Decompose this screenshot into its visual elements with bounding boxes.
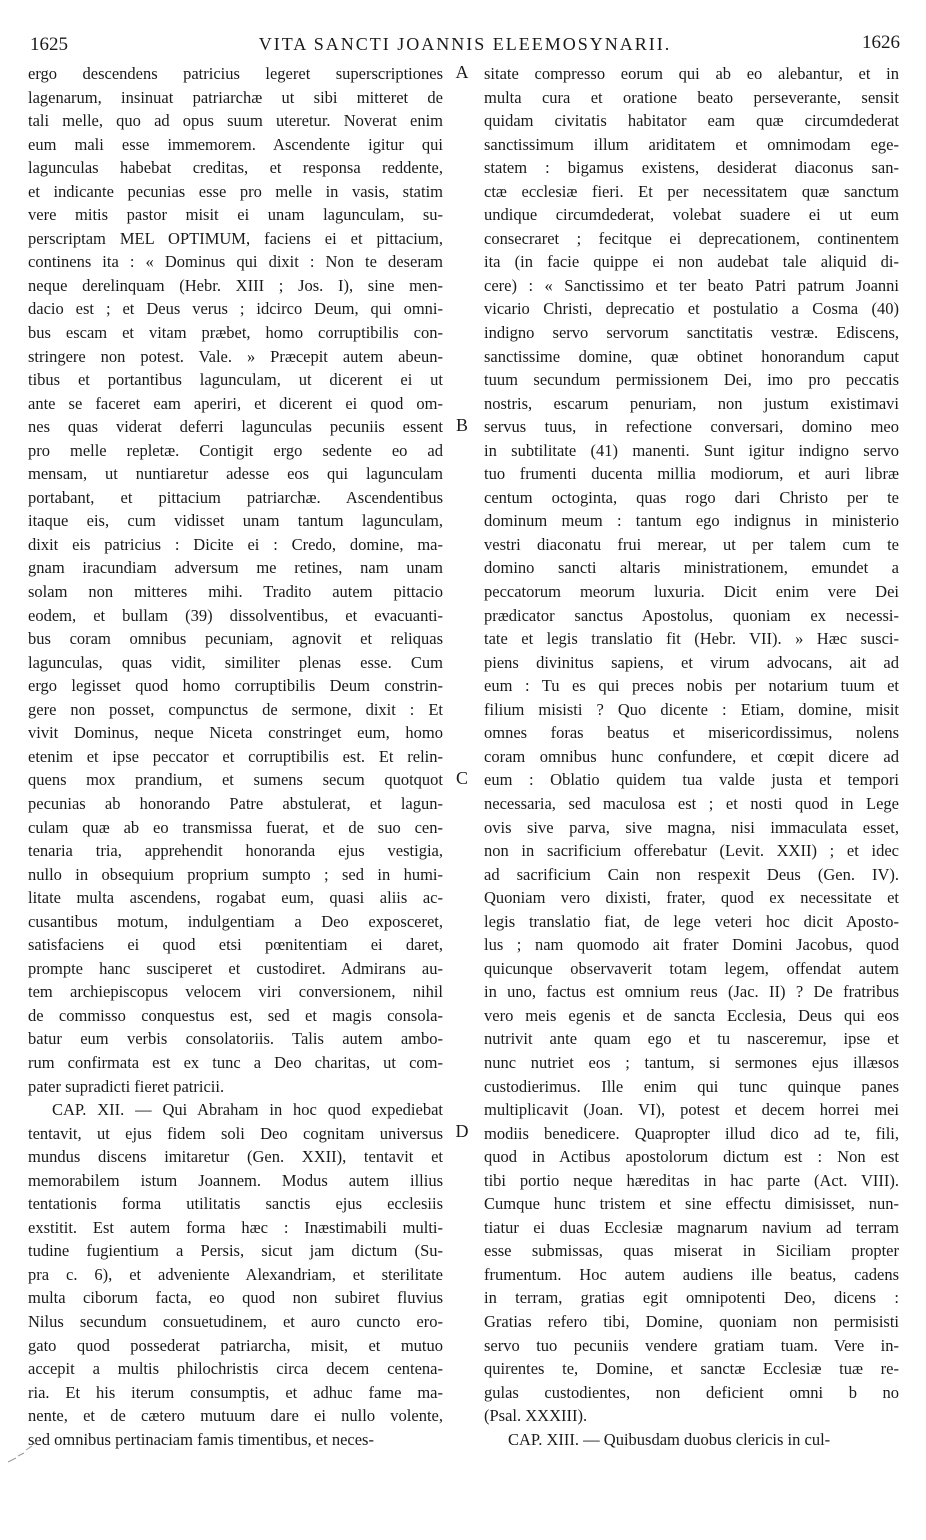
right-column-line: quirentes te, Domine, et sanctæ Ecclesiæ tuæ re-: [484, 1359, 899, 1379]
right-column-line: servus tuus, in refectione conversari, domino meo: [484, 417, 899, 437]
left-column-line: ante se faceret eam aperiri, et dicerent ei quod om-: [28, 393, 443, 413]
right-column-line: vero meis egenis et de sancta Ecclesia, Deus qui eos: [484, 1005, 899, 1025]
left-column-line: exstitit. Est autem forma hæc : Inæstimabili multi-: [28, 1217, 443, 1237]
right-column-line: gulas custodientes, non deficient omni b no: [484, 1382, 899, 1402]
right-column-line: frumentum. Hoc autem audiens ille beatus, cadens: [484, 1264, 899, 1284]
right-column-line: vestri diaconatu frui merear, ut per talem cum te: [484, 534, 899, 554]
left-column-line: neque derelinquam (Hebr. XIII ; Jos. I), sine men-: [28, 275, 443, 295]
left-column-line: ergo legisset quod homo corruptibilis Deum constrin-: [28, 676, 443, 696]
left-column-line: litate multa ascendens, rogabat eum, quasi aliis ac-: [28, 888, 443, 908]
left-column-line: sed omnibus pertinaciam famis timentibus, et neces-: [28, 1429, 374, 1449]
left-column-line: lagunculas, quas vidit, similiter plenas esse. Cum: [28, 652, 443, 672]
right-column-line: quicunque observaverit totam legem, offendat autem: [484, 958, 899, 978]
right-column-line: quidam civitatis habitator eam quæ circumdederat: [484, 111, 899, 131]
left-column-line: cusantibus motum, indulgentiam a Deo exposceret,: [28, 911, 443, 931]
right-column-line: peccatorum meorum luxuria. Dicit enim vere Dei: [484, 582, 899, 602]
right-column-line: non in sacrificium offerebatur (Levit. XXII) ; et idec: [484, 841, 899, 861]
right-column-line: tuum secundum permissionem Dei, imo pro peccatis: [484, 370, 899, 390]
left-column-line: pra c. 6), et adveniente Alexandriam, et sterilitate: [28, 1264, 443, 1284]
right-text-column: [484, 62, 899, 1451]
left-column-line: continens ita : « Dominus qui dixit : Non te deseram: [28, 252, 443, 272]
right-column-line: sanctissime domine, quæ obtinet honorandum caput: [484, 346, 899, 366]
right-column-line: necessaria, sed maculosa est ; et nosti quod in Lege: [484, 793, 899, 813]
right-column-line: eum : Oblatio quidem tua valde justa et tempori: [484, 770, 899, 790]
page-number-left: 1625: [30, 34, 68, 55]
right-column-line: dominum meum : tantum ego indignus in ministerio: [484, 511, 899, 531]
left-column-line: de commisso conquestus est, sed et magis consola-: [28, 1005, 443, 1025]
right-column-line: indigno servo servorum sanctitatis vestræ. Ediscens,: [484, 323, 899, 343]
right-column-line: domino sancti altaris ministrationem, emundet a: [484, 558, 899, 578]
page-header: [30, 32, 900, 58]
right-column-line: statem : bigamus existens, desiderat diaconus san-: [484, 158, 899, 178]
left-column-line: vere mitis pastor misit ei unam lagunculam, su-: [28, 205, 443, 225]
right-column-line: undique circumdederat, volebat suadere ei ut eum: [484, 205, 899, 225]
running-title: VITA SANCTI JOANNIS ELEEMOSYNARII.: [258, 34, 672, 54]
left-column-line: satisfaciens ei quod etsi pœnitentiam ei daret,: [28, 935, 443, 955]
right-column-line: vicario Christi, deprecatio et postulatio a Cosma (40): [484, 299, 899, 319]
left-column-line: ergo descendens patricius legeret superscriptiones: [28, 64, 443, 83]
right-column-line: multa cura et oratione beato perseverante, sensit: [484, 87, 899, 107]
right-column-line: in terram, gratias egit omnipotenti Deo, dicens :: [484, 1288, 899, 1308]
right-column-line: custodierimus. Ille enim qui tunc quinque panes: [484, 1076, 899, 1096]
right-column-line: tate et legis translatio fit (Hebr. VII). » Hæc susci-: [484, 629, 899, 649]
right-column-line: piens divinitus sapiens, et virum advocans, ait ad: [484, 652, 899, 672]
left-column-line: itaque eis, cum vidisset unam tantum lagunculam,: [28, 511, 443, 531]
left-column-line: nullo in obsequium proprium sumpto ; sed in humi-: [28, 864, 443, 884]
right-column-line: tiatur ei duas Ecclesiæ magnarum navium ad terram: [484, 1217, 899, 1237]
left-column-line: dixit eis patricius : Dicite ei : Credo, domine, ma-: [28, 534, 443, 554]
left-column-line: gato quod possederat patriarcha, misit, et mutuo: [28, 1335, 443, 1355]
left-column-line: mensam, ut nuntiaretur adesse eos qui lagunculam: [28, 464, 443, 484]
right-column-line: tibi portio neque hæreditas in hac parte (Act. VIII).: [484, 1170, 899, 1190]
left-column-line: vivit Dominus, neque Niceta constringet eum, homo: [28, 723, 443, 743]
left-column-line: portabant, et pittacium patriarchæ. Ascendentibus: [28, 487, 443, 507]
right-column-line: in subtilitate (41) manenti. Sunt igitur indigno servo: [484, 440, 899, 460]
section-marker-b: B: [455, 415, 468, 435]
left-column-line: tudine fugientium a Persis, sicut jam dictum (Su-: [28, 1241, 443, 1261]
left-column-line: prompte hanc susciperet et custodiret. Admirans au-: [28, 958, 443, 978]
left-column-line: multa ciborum facta, eo quod non subiret fluvius: [28, 1288, 443, 1308]
left-column-line: tem archiepiscopus velocem viri conversionem, nihil: [28, 982, 443, 1002]
left-column-line: gere non posset, compunctus de sermone, dixit : Et: [28, 699, 443, 719]
right-column-line: coram omnibus hunc confundere, et cœpit dicere ad: [484, 746, 899, 766]
pencil-mark-icon: [6, 1436, 40, 1466]
right-column-line: nunc nutriet eos ; tantum, si sermones ejus illæsos: [484, 1052, 899, 1072]
left-column-line: CAP. XII. — Qui Abraham in hoc quod expediebat: [52, 1100, 443, 1120]
right-column-line: (Psal. XXXIII).: [484, 1406, 588, 1426]
right-column-line: sitate compresso eorum qui ab eo alebantur, et in: [484, 64, 899, 83]
left-text-column: [28, 62, 443, 1451]
left-column-line: etenim et ipse peccator et corruptibilis est. Et relin-: [28, 746, 443, 766]
section-marker-c: C: [455, 768, 468, 788]
left-column-line: eodem, et bullam (39) dissolventibus, et evacuanti-: [28, 605, 443, 625]
right-column-line: prædicator sanctus Apostolus, quoniam ex necessi-: [484, 605, 899, 625]
right-column-line: in uno, factus est omnium reus (Jac. II) ? De fratribus: [484, 982, 899, 1002]
left-column-line: batur eum verbis consolatoriis. Talis autem ambo-: [28, 1029, 443, 1049]
right-column-line: nostris, escarum penuriam, non justum existimavi: [484, 393, 899, 413]
right-column-line: consecraret ; fecitque ei deprecationem, continentem: [484, 228, 899, 248]
left-column-line: pater supradicti fieret patricii.: [28, 1076, 225, 1096]
left-column-line: stringere non potest. Vale. » Præcepit autem abeun-: [28, 346, 443, 366]
right-column-line: ad sacrificium Cain non respexit Deus (Gen. IV).: [484, 864, 899, 884]
right-column-line: Quoniam vero dixisti, frater, quod ex necessitate et: [484, 888, 899, 908]
right-column-line: Cumque hunc tristem et sine effectu dimisisset, nun-: [484, 1194, 899, 1214]
left-column-line: memorabilem istum Joannem. Modus autem illius: [28, 1170, 443, 1190]
page-number-right: 1626: [862, 32, 900, 53]
right-column-line: CAP. XIII. — Quibusdam duobus clericis in cul-: [508, 1429, 831, 1449]
left-column-line: culam quæ ab eo transmissa fuerat, et de suo cen-: [28, 817, 443, 837]
right-column-line: sanctissimum illum ariditatem et omnimodam ege-: [484, 134, 899, 154]
right-column-line: Gratias refero tibi, Domine, quoniam non permisisti: [484, 1311, 899, 1331]
right-column-line: esse submissas, quas miserat in Siciliam propter: [484, 1241, 899, 1261]
left-column-line: eum mali esse immemorem. Ascendente igitur qui: [28, 134, 443, 154]
right-column-line: modiis benedicere. Quapropter illud dico ad te, fili,: [484, 1123, 899, 1143]
left-column-line: mundus discens imitaretur (Gen. XXII), tentavit et: [28, 1147, 443, 1167]
right-column-line: tuo frumenti ducenta millia modiorum, et auri libræ: [484, 464, 899, 484]
left-column-line: tibus et portantibus lagunculam, ut dicerent ei ut: [28, 370, 443, 390]
right-column-line: ctæ ecclesiæ fieri. Et per necessitatem quæ sanctum: [484, 181, 899, 201]
right-column-line: centum octoginta, quas rogo dari Christo per te: [484, 487, 899, 507]
left-column-line: gnam iracundiam adversum me retines, nam unam: [28, 558, 443, 578]
left-column-line: tentationis forma utilitatis sanctis ejus ecclesiis: [28, 1194, 443, 1214]
left-column-line: bus escam et vitam præbet, homo corruptibilis con-: [28, 323, 443, 343]
left-column-line: accepit a multis philochristis circa decem centena-: [28, 1359, 443, 1379]
left-column-line: Nilus secundum consuetudinem, et auro cuncto ero-: [28, 1311, 443, 1331]
left-column-line: solam non mitteres mihi. Tradito autem pittacio: [28, 582, 443, 602]
right-column-line: cere) : « Sanctissimo et ter beato Patri patrum Joanni: [484, 275, 899, 295]
right-column-line: quod in Actibus apostolorum dictum est : Non est: [484, 1147, 899, 1167]
section-marker-d: D: [455, 1121, 469, 1141]
right-column-line: lus ; nam quomodo ait frater Domini Jacobus, quod: [484, 935, 899, 955]
left-column-line: tentavit, ut ejus fidem soli Deo cognitam universus: [28, 1123, 443, 1143]
left-column-line: pro melle repletæ. Contigit ergo sedente eo ad: [28, 440, 443, 460]
left-column-line: rum confirmata est ex tunc a Deo charitas, ut com-: [28, 1052, 443, 1072]
left-column-line: dacio est ; et Deus verus ; idcirco Deum, qui omni-: [28, 299, 443, 319]
left-column-line: nes quas viderat deferri lagunculas pecuniis essent: [28, 417, 443, 437]
left-column-line: nente, et de cætero mutuum dare ei nullo volente,: [28, 1406, 443, 1426]
right-column-line: omnes foras beatus et misericordissimus, nolens: [484, 723, 899, 743]
left-column-line: lagenarum, insinuat patriarchæ ut sibi mitteret de: [28, 87, 443, 107]
left-column-line: tenaria tria, apprehendit honoranda ejus vestigia,: [28, 841, 443, 861]
right-column-line: nutrivit ante quam ego et tu nasceremur, ipse et: [484, 1029, 899, 1049]
left-column-line: pecunias ab honorando Patre abstulerat, et lagun-: [28, 793, 443, 813]
right-column-line: ovis sive parva, sive magna, nisi immaculata esset,: [484, 817, 899, 837]
left-column-line: ria. Et his iterum consumptis, et adhuc fame ma-: [28, 1382, 443, 1402]
left-column-line: et indicante pecunias esse pro melle in vasis, statim: [28, 181, 443, 201]
left-column-line: bus coram omnibus pecuniam, agnovit et reliquas: [28, 629, 443, 649]
left-column-line: lagunculas habebat creditas, et responsa reddente,: [28, 158, 443, 178]
right-column-line: servo tuo pecuniis vendere gratiam tuam. Vere in-: [484, 1335, 899, 1355]
right-column-line: ita (in facie quippe ei non audebat tale aliquid di-: [484, 252, 899, 272]
right-column-line: multiplicavit (Joan. VI), potest et decem horrei mei: [484, 1100, 899, 1120]
left-column-line: tali melle, quo ad opus suum uteretur. Noverat enim: [28, 111, 443, 131]
right-column-line: eum : Tu es qui preces nobis per notarium tuum et: [484, 676, 899, 696]
section-marker-a: A: [455, 62, 469, 82]
right-column-line: filium misisti ? Quo dicente : Etiam, domine, misit: [484, 699, 899, 719]
right-column-line: legis translatio fiat, de lege veteri hoc dicit Aposto-: [484, 911, 899, 931]
left-column-line: quens mox prandium, et sumens secum quotquot: [28, 770, 443, 790]
left-column-line: perscriptam MEL OPTIMUM, faciens ei et pittacium,: [28, 228, 443, 248]
